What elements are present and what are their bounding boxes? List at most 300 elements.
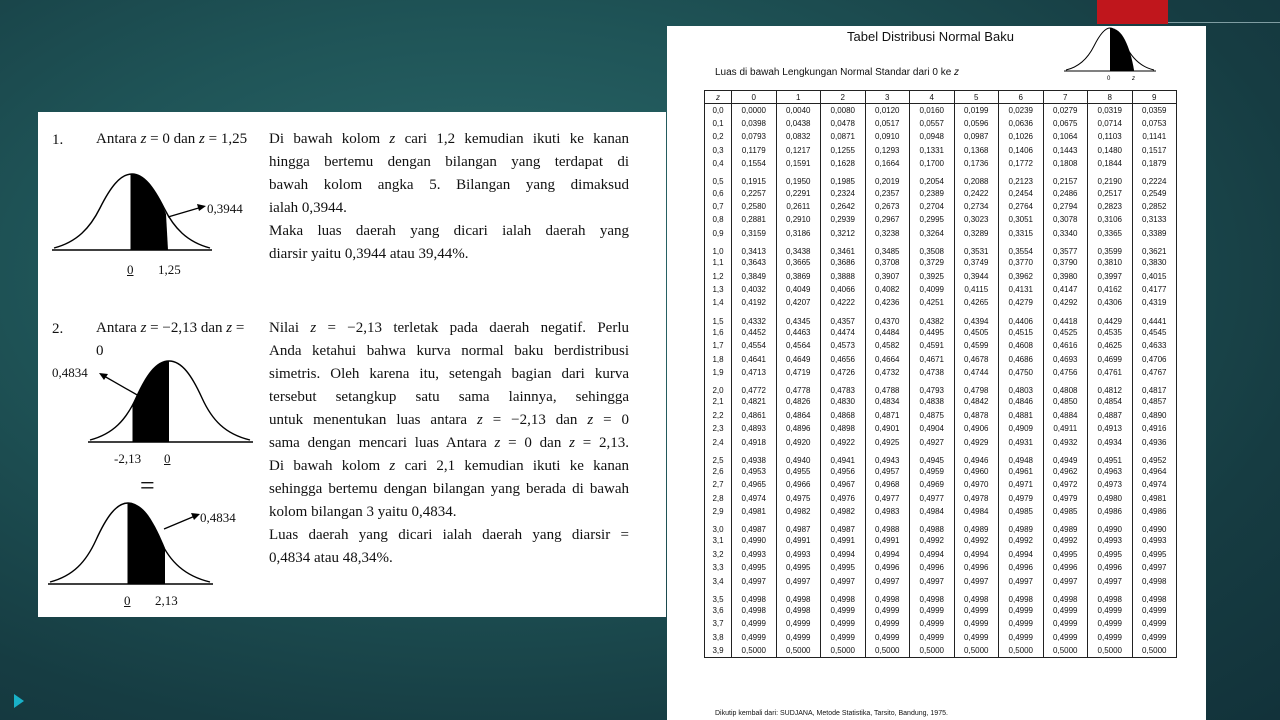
table-cell: 0,4783	[821, 379, 866, 395]
table-row	[705, 256, 1177, 269]
area-label-2-bottom: 0,4834	[200, 510, 236, 525]
table-cell: 0,0279	[1043, 104, 1088, 117]
table-cell: 0,4995	[1043, 548, 1088, 561]
table-cell: 0,2123	[999, 170, 1044, 186]
table-row	[705, 588, 1177, 604]
table-cell: 0,4535	[1088, 326, 1133, 339]
table-cell: 0,4999	[821, 604, 866, 617]
table-cell: 0,4976	[821, 491, 866, 504]
table-cell: 0,3212	[821, 227, 866, 240]
table-cell: 0,1844	[1088, 157, 1133, 170]
row-z-value: 3,7	[705, 617, 732, 630]
table-cell: 0,4990	[1088, 518, 1133, 534]
table-cell: 0,3413	[732, 240, 777, 256]
table-cell: 0,4803	[999, 379, 1044, 395]
table-cell: 0,4881	[999, 409, 1044, 422]
table-cell: 0,4994	[865, 548, 910, 561]
table-cell: 0,3962	[999, 269, 1044, 282]
table-cell: 0,3485	[865, 240, 910, 256]
table-cell: 0,4066	[821, 283, 866, 296]
table-cell: 0,4406	[999, 310, 1044, 326]
row-z-value: 1,1	[705, 256, 732, 269]
table-cell: 0,4992	[999, 534, 1044, 547]
table-cell: 0,4985	[1043, 505, 1088, 518]
table-cell: 0,1985	[821, 170, 866, 186]
table-cell: 0,1406	[999, 144, 1044, 157]
table-cell: 0,3849	[732, 269, 777, 282]
table-cell: 0,4750	[999, 366, 1044, 379]
table-cell: 0,4964	[1132, 465, 1177, 478]
table-row	[705, 409, 1177, 422]
table-cell: 0,4952	[1132, 449, 1177, 465]
table-cell: 0,4960	[954, 465, 999, 478]
table-cell: 0,4957	[865, 465, 910, 478]
text-line: Di bawah kolom z cari 2,1 kemudian ikuti ke kanan	[269, 458, 629, 474]
table-cell: 0,2517	[1088, 186, 1133, 199]
table-row	[705, 170, 1177, 186]
table-cell: 0,5000	[954, 644, 999, 657]
table-cell: 0,4995	[821, 561, 866, 574]
table-cell: 0,4998	[954, 588, 999, 604]
text-line: 0,4834 atau 48,34%.	[269, 550, 393, 566]
table-cell: 0,4996	[910, 561, 955, 574]
table-row	[705, 283, 1177, 296]
table-row	[705, 186, 1177, 199]
table-cell: 0,4978	[954, 491, 999, 504]
table-cell: 0,4525	[1043, 326, 1088, 339]
table-cell: 0,4332	[732, 310, 777, 326]
header-col-9: 9	[1132, 91, 1177, 104]
table-cell: 0,4719	[776, 366, 821, 379]
table-row	[705, 561, 1177, 574]
table-cell: 0,4984	[954, 505, 999, 518]
table-cell: 0,4975	[776, 491, 821, 504]
table-cell: 0,4999	[732, 631, 777, 644]
example-1-number: 1.	[52, 132, 64, 148]
table-cell: 0,4999	[999, 617, 1044, 630]
table-cell: 0,5000	[1043, 644, 1088, 657]
header-z: z	[705, 91, 732, 104]
row-z-value: 3,1	[705, 534, 732, 547]
table-row	[705, 144, 1177, 157]
table-cell: 0,4909	[999, 422, 1044, 435]
table-cell: 0,1480	[1088, 144, 1133, 157]
table-cell: 0,2389	[910, 186, 955, 199]
table-cell: 0,4726	[821, 366, 866, 379]
table-cell: 0,4993	[1132, 534, 1177, 547]
table-cell: 0,5000	[910, 644, 955, 657]
table-cell: 0,4177	[1132, 283, 1177, 296]
example-1-label: Antara z = 0 dan z = 1,25	[96, 131, 248, 147]
table-cell: 0,0793	[732, 130, 777, 143]
table-cell: 0,4898	[821, 422, 866, 435]
table-cell: 0,2794	[1043, 200, 1088, 213]
row-z-value: 2,4	[705, 435, 732, 448]
table-cell: 0,4608	[999, 339, 1044, 352]
table-row	[705, 518, 1177, 534]
table-row	[705, 644, 1177, 657]
normal-table-panel	[667, 26, 1206, 720]
table-cell: 0,4147	[1043, 283, 1088, 296]
table-cell: 0,4972	[1043, 478, 1088, 491]
table-cell: 0,4945	[910, 449, 955, 465]
table-source-note: Dikutip kembali dari: SUDJANA, Metode Statistika, Tarsito, Bandung, 1975.	[715, 710, 948, 717]
table-cell: 0,4998	[1132, 588, 1177, 604]
row-z-value: 3,0	[705, 518, 732, 534]
table-cell: 0,0987	[954, 130, 999, 143]
table-cell: 0,4838	[910, 395, 955, 408]
row-z-value: 3,9	[705, 644, 732, 657]
table-cell: 0,1950	[776, 170, 821, 186]
row-z-value: 0,9	[705, 227, 732, 240]
table-cell: 0,1064	[1043, 130, 1088, 143]
table-cell: 0,4990	[1132, 518, 1177, 534]
table-cell: 0,0438	[776, 117, 821, 130]
table-cell: 0,4868	[821, 409, 866, 422]
table-row	[705, 269, 1177, 282]
table-cell: 0,4973	[1088, 478, 1133, 491]
row-z-value: 0,5	[705, 170, 732, 186]
table-cell: 0,4941	[821, 449, 866, 465]
table-row	[705, 104, 1177, 117]
table-cell: 0,4999	[865, 617, 910, 630]
text-line: Nilai z = −2,13 terletak pada daerah negatif. Perlu	[269, 320, 629, 336]
row-z-value: 1,2	[705, 269, 732, 282]
table-cell: 0,4916	[1132, 422, 1177, 435]
table-cell: 0,2257	[732, 186, 777, 199]
table-cell: 0,4664	[865, 352, 910, 365]
table-cell: 0,4998	[732, 588, 777, 604]
table-cell: 0,4842	[954, 395, 999, 408]
table-cell: 0,4671	[910, 352, 955, 365]
table-cell: 0,0319	[1088, 104, 1133, 117]
table-cell: 0,4319	[1132, 296, 1177, 309]
table-cell: 0,4994	[999, 548, 1044, 561]
table-cell: 0,4761	[1088, 366, 1133, 379]
table-row	[705, 534, 1177, 547]
table-cell: 0,3461	[821, 240, 866, 256]
row-z-value: 3,6	[705, 604, 732, 617]
row-z-value: 2,3	[705, 422, 732, 435]
table-row	[705, 617, 1177, 630]
table-cell: 0,3907	[865, 269, 910, 282]
row-z-value: 3,5	[705, 588, 732, 604]
table-row	[705, 478, 1177, 491]
table-cell: 0,4904	[910, 422, 955, 435]
table-cell: 0,3770	[999, 256, 1044, 269]
table-cell: 0,0832	[776, 130, 821, 143]
table-cell: 0,4625	[1088, 339, 1133, 352]
table-cell: 0,4706	[1132, 352, 1177, 365]
table-cell: 0,0636	[999, 117, 1044, 130]
table-cell: 0,4999	[1088, 617, 1133, 630]
table-cell: 0,5000	[732, 644, 777, 657]
table-cell: 0,0239	[999, 104, 1044, 117]
table-cell: 0,5000	[776, 644, 821, 657]
row-z-value: 0,6	[705, 186, 732, 199]
row-z-value: 1,7	[705, 339, 732, 352]
table-row	[705, 200, 1177, 213]
table-cell: 0,4997	[1132, 561, 1177, 574]
table-cell: 0,2019	[865, 170, 910, 186]
table-cell: 0,4693	[1043, 352, 1088, 365]
table-cell: 0,4920	[776, 435, 821, 448]
table-cell: 0,4999	[1132, 631, 1177, 644]
table-subtitle: Luas di bawah Lengkungan Normal Standar dari 0 ke z	[715, 67, 960, 78]
table-cell: 0,4995	[776, 561, 821, 574]
table-cell: 0,3159	[732, 227, 777, 240]
table-cell: 0,4890	[1132, 409, 1177, 422]
table-cell: 0,4463	[776, 326, 821, 339]
table-row	[705, 422, 1177, 435]
table-cell: 0,1443	[1043, 144, 1088, 157]
table-cell: 0,0557	[910, 117, 955, 130]
table-cell: 0,4961	[999, 465, 1044, 478]
row-z-value: 2,9	[705, 505, 732, 518]
row-z-value: 0,1	[705, 117, 732, 130]
text-line: Di bawah kolom z cari 1,2 kemudian ikuti ke kanan	[269, 131, 629, 147]
shaded-area	[72, 174, 132, 250]
table-cell: 0,3186	[776, 227, 821, 240]
table-cell: 0,0948	[910, 130, 955, 143]
table-cell: 0,4616	[1043, 339, 1088, 352]
table-cell: 0,2881	[732, 213, 777, 226]
row-z-value: 2,7	[705, 478, 732, 491]
table-cell: 0,4713	[732, 366, 777, 379]
table-cell: 0,4931	[999, 435, 1044, 448]
tick-label-2-13: 2,13	[155, 593, 178, 608]
table-cell: 0,4989	[1043, 518, 1088, 534]
table-cell: 0,4997	[732, 574, 777, 587]
row-z-value: 1,9	[705, 366, 732, 379]
table-cell: 0,3078	[1043, 213, 1088, 226]
table-cell: 0,4082	[865, 283, 910, 296]
text-line: hingga bertemu dengan bilangan yang terdapat di	[269, 154, 629, 170]
table-cell: 0,2580	[732, 200, 777, 213]
table-cell: 0,4906	[954, 422, 999, 435]
table-cell: 0,4896	[776, 422, 821, 435]
table-cell: 0,4922	[821, 435, 866, 448]
table-cell: 0,4901	[865, 422, 910, 435]
table-cell: 0,4932	[1043, 435, 1088, 448]
table-cell: 0,4864	[776, 409, 821, 422]
table-cell: 0,4998	[776, 588, 821, 604]
table-cell: 0,5000	[999, 644, 1044, 657]
table-cell: 0,4984	[910, 505, 955, 518]
table-cell: 0,0517	[865, 117, 910, 130]
table-row	[705, 352, 1177, 365]
table-cell: 0,1915	[732, 170, 777, 186]
header-col-1: 1	[776, 91, 821, 104]
table-cell: 0,1664	[865, 157, 910, 170]
table-cell: 0,3810	[1088, 256, 1133, 269]
row-z-value: 1,5	[705, 310, 732, 326]
table-cell: 0,1591	[776, 157, 821, 170]
table-cell: 0,4946	[954, 449, 999, 465]
table-cell: 0,0753	[1132, 117, 1177, 130]
table-cell: 0,4998	[732, 604, 777, 617]
table-cell: 0,1255	[821, 144, 866, 157]
table-cell: 0,4850	[1043, 395, 1088, 408]
table-cell: 0,0120	[865, 104, 910, 117]
table-cell: 0,4812	[1088, 379, 1133, 395]
table-cell: 0,4992	[910, 534, 955, 547]
table-cell: 0,4911	[1043, 422, 1088, 435]
table-cell: 0,4441	[1132, 310, 1177, 326]
table-cell: 0,3554	[999, 240, 1044, 256]
table-cell: 0,4394	[954, 310, 999, 326]
table-cell: 0,2939	[821, 213, 866, 226]
table-cell: 0,4999	[954, 617, 999, 630]
table-cell: 0,3830	[1132, 256, 1177, 269]
table-cell: 0,4998	[1043, 588, 1088, 604]
table-cell: 0,3888	[821, 269, 866, 282]
table-cell: 0,1217	[776, 144, 821, 157]
row-z-value: 0,3	[705, 144, 732, 157]
curve-z-label: z	[1132, 76, 1135, 82]
table-cell: 0,4738	[910, 366, 955, 379]
table-cell: 0,4974	[732, 491, 777, 504]
table-cell: 0,1736	[954, 157, 999, 170]
text-line: sama dengan mencari luas Antara z = 0 dan z = 2,13.	[269, 435, 629, 451]
table-cell: 0,4999	[1132, 617, 1177, 630]
table-cell: 0,4826	[776, 395, 821, 408]
table-cell: 0,0199	[954, 104, 999, 117]
table-cell: 0,3708	[865, 256, 910, 269]
table-row	[705, 548, 1177, 561]
table-cell: 0,4979	[1043, 491, 1088, 504]
table-cell: 0,4998	[821, 588, 866, 604]
table-row	[705, 449, 1177, 465]
table-cell: 0,0359	[1132, 104, 1177, 117]
table-cell: 0,4995	[1132, 548, 1177, 561]
table-cell: 0,4893	[732, 422, 777, 435]
table-cell: 0,4265	[954, 296, 999, 309]
table-cell: 0,4986	[1132, 505, 1177, 518]
table-cell: 0,4834	[865, 395, 910, 408]
table-cell: 0,3106	[1088, 213, 1133, 226]
table-cell: 0,4495	[910, 326, 955, 339]
table-cell: 0,2995	[910, 213, 955, 226]
table-cell: 0,4979	[999, 491, 1044, 504]
table-row	[705, 491, 1177, 504]
table-cell: 0,3051	[999, 213, 1044, 226]
table-cell: 0,4821	[732, 395, 777, 408]
table-cell: 0,4977	[910, 491, 955, 504]
table-cell: 0,1293	[865, 144, 910, 157]
table-cell: 0,4927	[910, 435, 955, 448]
table-cell: 0,3749	[954, 256, 999, 269]
table-cell: 0,4991	[776, 534, 821, 547]
table-cell: 0,5000	[865, 644, 910, 657]
table-cell: 0,4918	[732, 435, 777, 448]
table-cell: 0,1879	[1132, 157, 1177, 170]
table-cell: 0,3023	[954, 213, 999, 226]
tick-label-zero-3: 0	[124, 593, 131, 608]
table-cell: 0,4015	[1132, 269, 1177, 282]
table-cell: 0,4995	[1088, 548, 1133, 561]
table-cell: 0,1517	[1132, 144, 1177, 157]
table-cell: 0,4545	[1132, 326, 1177, 339]
table-cell: 0,4192	[732, 296, 777, 309]
table-cell: 0,4686	[999, 352, 1044, 365]
table-cell: 0,3621	[1132, 240, 1177, 256]
header-col-5: 5	[954, 91, 999, 104]
table-cell: 0,4999	[776, 631, 821, 644]
text-line: Anda ketahui bahwa kurva normal baku berdistribusi	[269, 343, 629, 359]
header-col-3: 3	[865, 91, 910, 104]
table-row	[705, 157, 1177, 170]
table-cell: 0,4956	[821, 465, 866, 478]
table-cell: 0,4990	[732, 534, 777, 547]
table-cell: 0,5000	[1132, 644, 1177, 657]
header-col-6: 6	[999, 91, 1044, 104]
table-cell: 0,4115	[954, 283, 999, 296]
table-cell: 0,4996	[999, 561, 1044, 574]
examples-panel	[38, 112, 666, 617]
table-cell: 0,4993	[732, 548, 777, 561]
table-cell: 0,3238	[865, 227, 910, 240]
table-cell: 0,4998	[1088, 588, 1133, 604]
table-cell: 0,4871	[865, 409, 910, 422]
row-z-value: 1,8	[705, 352, 732, 365]
table-cell: 0,0398	[732, 117, 777, 130]
text-line: Maka luas daerah yang dicari ialah daerah yang	[269, 223, 629, 239]
table-cell: 0,4999	[821, 631, 866, 644]
table-cell: 0,3289	[954, 227, 999, 240]
table-cell: 0,4970	[954, 478, 999, 491]
table-cell: 0,4788	[865, 379, 910, 395]
table-cell: 0,4756	[1043, 366, 1088, 379]
table-cell: 0,4985	[999, 505, 1044, 518]
table-cell: 0,4778	[776, 379, 821, 395]
table-cell: 0,4582	[865, 339, 910, 352]
table-row	[705, 366, 1177, 379]
table-cell: 0,4989	[954, 518, 999, 534]
table-cell: 0,4999	[1043, 604, 1088, 617]
table-cell: 0,4999	[776, 617, 821, 630]
slide-marker-icon	[14, 694, 24, 708]
table-cell: 0,4934	[1088, 435, 1133, 448]
table-cell: 0,4953	[732, 465, 777, 478]
table-cell: 0,4987	[821, 518, 866, 534]
table-cell: 0,4861	[732, 409, 777, 422]
row-z-value: 2,5	[705, 449, 732, 465]
table-cell: 0,4999	[954, 631, 999, 644]
table-cell: 0,4936	[1132, 435, 1177, 448]
table-cell: 0,4929	[954, 435, 999, 448]
table-cell: 0,4989	[999, 518, 1044, 534]
row-z-value: 0,0	[705, 104, 732, 117]
table-cell: 0,4875	[910, 409, 955, 422]
table-row	[705, 435, 1177, 448]
table-row	[705, 339, 1177, 352]
text-line: Luas daerah yang dicari ialah daerah yang diarsir =	[269, 527, 629, 543]
table-cell: 0,4515	[999, 326, 1044, 339]
table-cell: 0,4997	[910, 574, 955, 587]
table-cell: 0,2823	[1088, 200, 1133, 213]
table-cell: 0,1628	[821, 157, 866, 170]
header-col-7: 7	[1043, 91, 1088, 104]
table-cell: 0,4968	[865, 478, 910, 491]
table-cell: 0,4938	[732, 449, 777, 465]
table-cell: 0,4963	[1088, 465, 1133, 478]
table-cell: 0,2157	[1043, 170, 1088, 186]
table-cell: 0,4974	[1132, 478, 1177, 491]
table-cell: 0,4993	[776, 548, 821, 561]
table-row	[705, 465, 1177, 478]
example-2-label: Antara z = −2,13 dan z = 0	[96, 320, 245, 359]
